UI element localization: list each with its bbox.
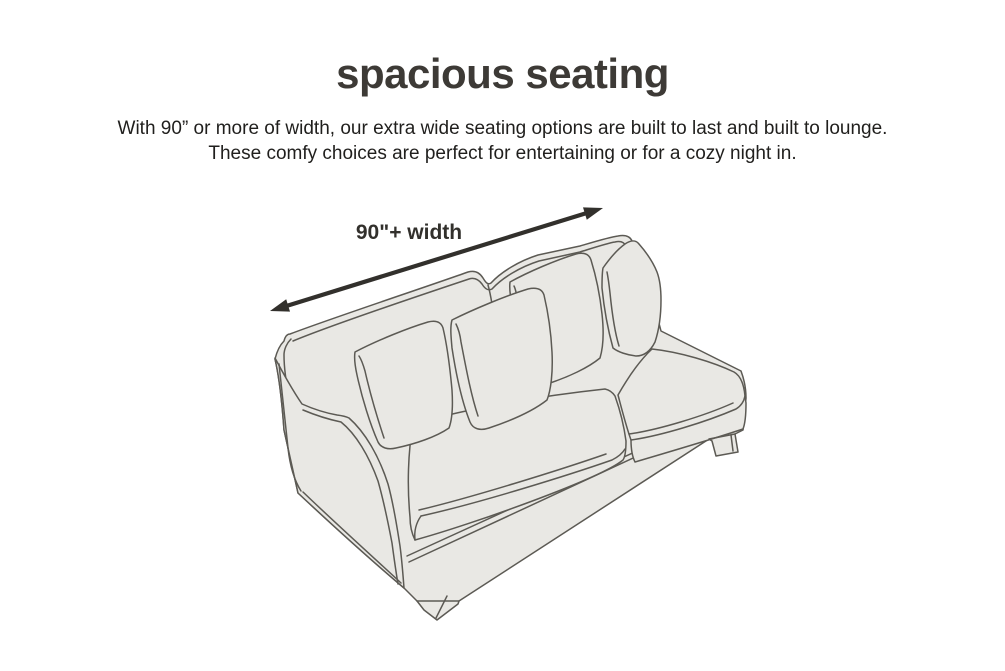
description-line-1: With 90” or more of width, our extra wide seating options are built to last and built to lounge. bbox=[117, 118, 888, 139]
page-title: spacious seating bbox=[336, 50, 669, 97]
description-line-2: These comfy choices are perfect for entertaining or for a cozy night in. bbox=[208, 143, 797, 164]
sofa-illustration bbox=[275, 236, 746, 620]
arrow-head-left-icon bbox=[270, 299, 290, 311]
dimension-label: 90"+ width bbox=[355, 221, 463, 244]
arrow-head-right-icon bbox=[583, 207, 603, 219]
